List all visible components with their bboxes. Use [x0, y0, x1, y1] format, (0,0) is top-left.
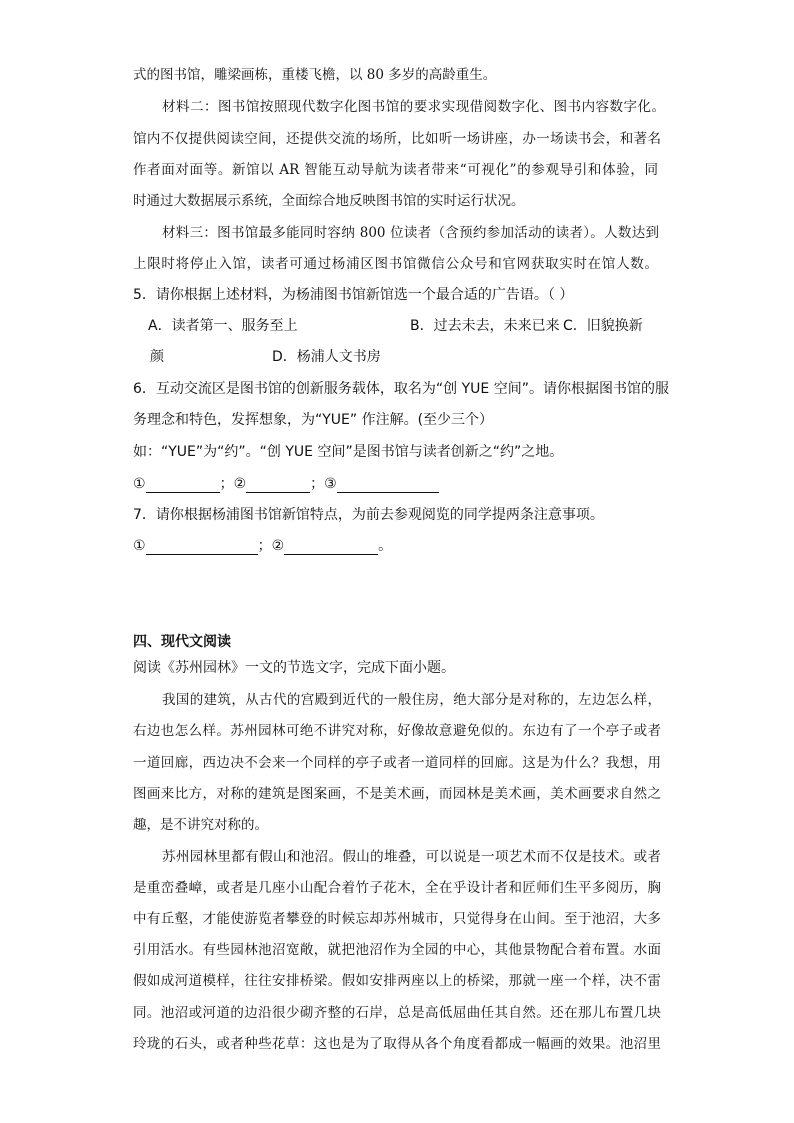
q7-answer-blank-2[interactable]	[284, 540, 378, 555]
q7-answer-blank-1[interactable]	[146, 540, 258, 555]
q5-option-c[interactable]: C．旧貌换新	[563, 318, 643, 334]
material-line: 材料二：图书馆按照现代数字化图书馆的要求实现借阅数字化、图书内容数字化。	[162, 99, 665, 115]
section-instruction: 阅读《苏州园林》一文的节选文字，完成下面小题。	[133, 660, 455, 676]
passage-line: 是重峦叠嶂，或者是几座小山配合着竹子花木，全在乎设计者和匠师们生平多阅历，胸	[133, 880, 661, 896]
q7-blank-label-2: ②	[271, 538, 285, 554]
passage-line: 图画来比方，对称的建筑是图案画，不是美术画，而园林是美术画，美术画要求自然之	[133, 786, 661, 802]
question-6-stem-line1: 6．互动交流区是图书馆的创新服务载体，取名为“创 YUE 空间”。请你根据图书馆的服	[133, 381, 669, 397]
passage-line: 引用活水。有些园林池沼宽敞，就把池沼作为全园的中心，其他景物配合着布置。水面	[133, 942, 661, 958]
passage-line: 中有丘壑，才能使游览者攀登的时候忘却苏州城市，只觉得身在山间。至于池沼，大多	[133, 911, 661, 927]
q5-option-b[interactable]: B．过去未去，未来已来	[410, 318, 560, 334]
passage-line: 趣，是不讲究对称的。	[133, 817, 268, 833]
q6-separator: ；	[219, 476, 234, 492]
q5-option-a[interactable]: A．读者第一、服务至上	[148, 318, 298, 334]
material-line: 作者面对面等。新馆以 AR 智能互动导航为读者带来“可视化”的参观导引和体验，同	[133, 162, 658, 178]
question-6-example: 如：“YUE”为“约”。“创 YUE 空间”是图书馆与读者创新之“约”之地。	[133, 444, 564, 460]
material-line: 上限时将停止入馆，读者可通过杨浦区图书馆微信公众号和官网获取实时在馆人数。	[133, 256, 658, 272]
passage-line: 同。池沼或河道的边沿很少砌齐整的石岸，总是高低屈曲任其自然。还在那儿布置几块	[133, 1005, 661, 1021]
q7-blank-label-1: ①	[133, 538, 146, 554]
material-line: 馆内不仅提供阅读空间，还提供交流的场所，比如听一场讲座，办一场读书会，和著名	[133, 131, 661, 147]
q6-answer-blank-1[interactable]	[146, 478, 220, 493]
q6-answer-blank-3[interactable]	[337, 478, 439, 493]
q7-separator: ；	[257, 538, 272, 554]
material-line: 时通过大数据展示系统，全面综合地反映图书馆的实时运行状况。	[133, 193, 525, 209]
q6-blank-label-3: ③	[324, 476, 337, 492]
passage-line: 苏州园林里都有假山和池沼。假山的堆叠，可以说是一项艺术而不仅是技术。或者	[162, 849, 661, 865]
q5-option-c-wrap[interactable]: 颜	[150, 349, 164, 365]
q6-blank-label-1: ①	[133, 476, 146, 492]
question-7-stem: 7．请你根据杨浦图书馆新馆特点，为前去参观阅览的同学提两条注意事项。	[133, 507, 604, 523]
section-heading: 四、现代文阅读	[133, 634, 231, 650]
q6-answer-blank-2[interactable]	[246, 478, 310, 493]
question-5-stem: 5．请你根据上述材料，为杨浦图书馆新馆选一个最合适的广告语。（ ）	[133, 287, 574, 303]
q5-option-d[interactable]: D．杨浦人文书房	[272, 349, 381, 365]
material-line: 材料三：图书馆最多能同时容纳 800 位读者（含预约参加活动的读者）。人数达到	[162, 225, 659, 241]
q7-end-mark: 。	[378, 538, 393, 554]
q6-blank-label-2: ②	[233, 476, 247, 492]
passage-line: 玲珑的石头，或者种些花草：这也是为了取得从各个角度看都成一幅画的效果。池沼里	[133, 1036, 661, 1052]
passage-line: 我国的建筑，从古代的宫殿到近代的一般住房，绝大部分是对称的，左边怎么样，	[162, 692, 661, 708]
q6-separator: ；	[310, 476, 325, 492]
passage-line: 右边也怎么样。苏州园林可绝不讲究对称，好像故意避免似的。东边有了一个亭子或者	[133, 723, 661, 739]
q7-answer-row	[133, 536, 392, 556]
material-line: 式的图书馆，雕梁画栋，重楼飞檐，以 80 多岁的高龄重生。	[133, 67, 497, 83]
q6-answer-row	[133, 474, 439, 494]
passage-line: 假如成河道模样，往往安排桥梁。假如安排两座以上的桥梁，那就一座一个样，决不雷	[133, 973, 661, 989]
question-6-stem-line2: 务理念和特色，发挥想象，为“YUE” 作注解。(至少三个）	[133, 412, 494, 428]
passage-line: 一道回廊，西边决不会来一个同样的亭子或者一道同样的回廊。这是为什么？我想，用	[133, 755, 661, 771]
